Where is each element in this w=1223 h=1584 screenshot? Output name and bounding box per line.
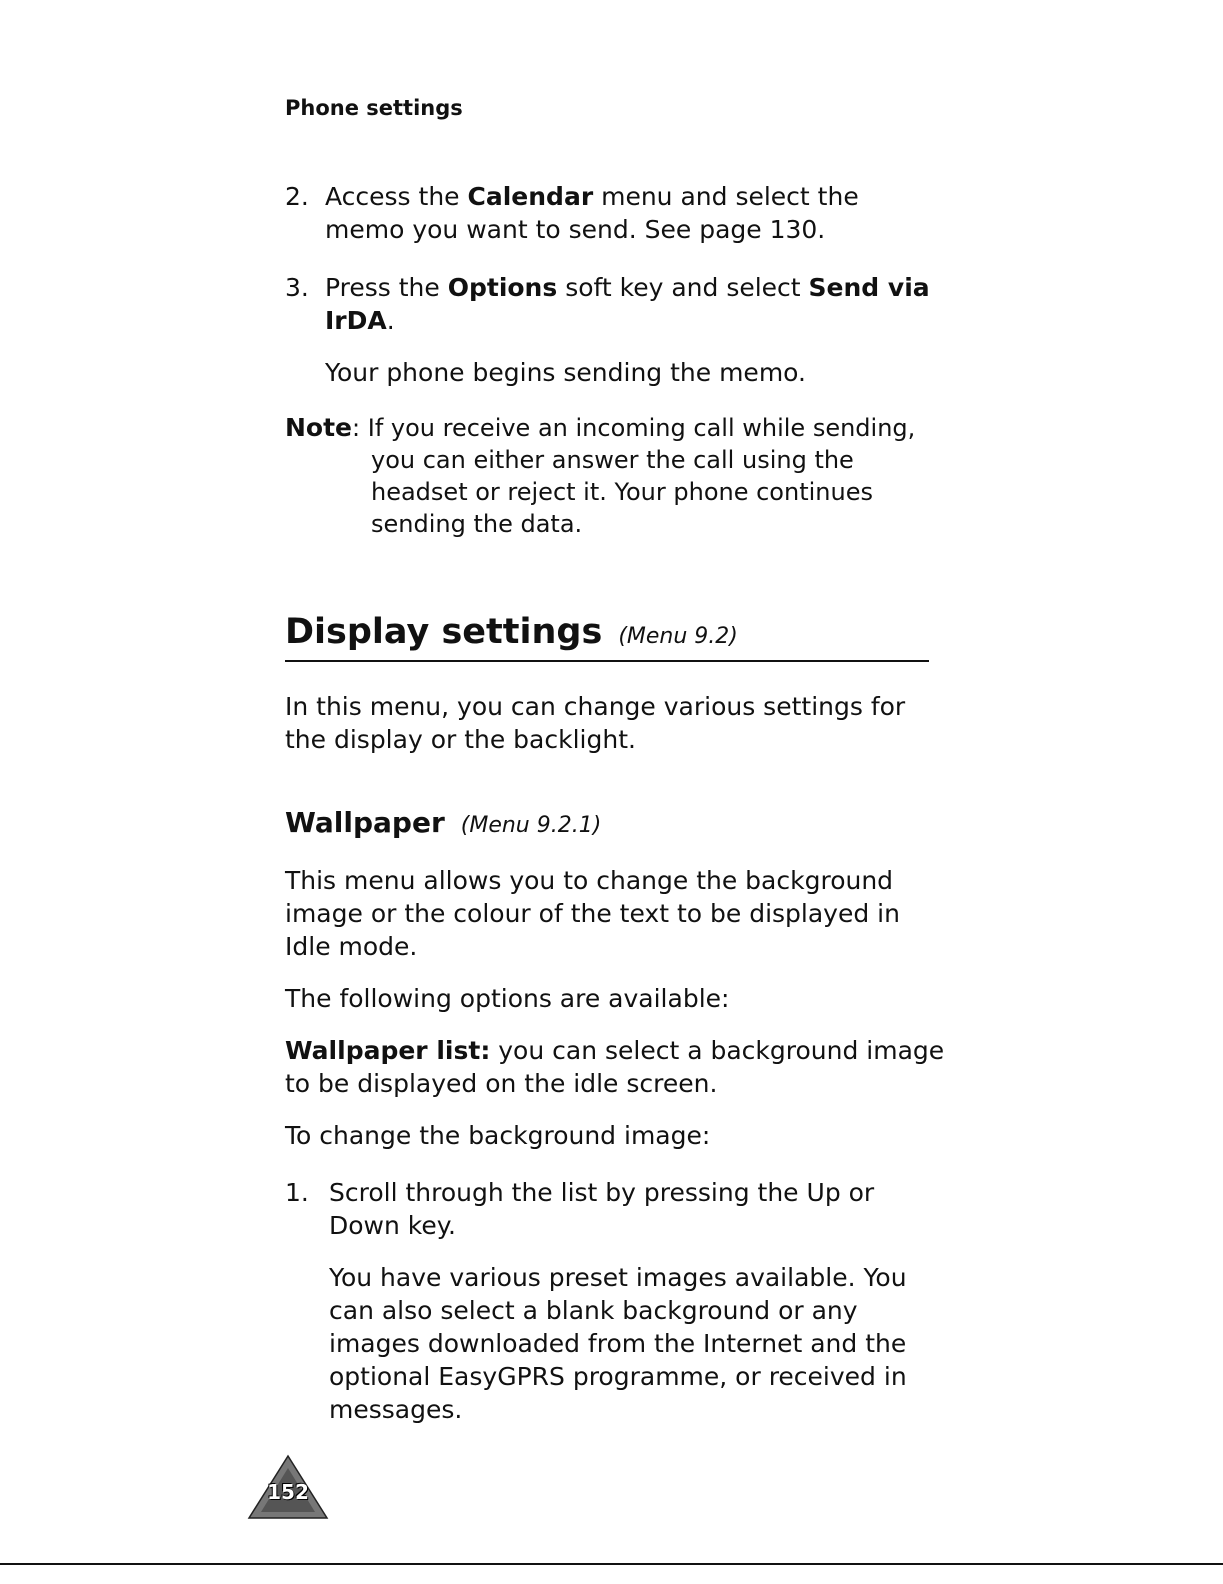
step-2 (285, 180, 945, 246)
note-block (285, 412, 945, 540)
result-text: Your phone begins sending the memo. (325, 358, 806, 387)
step-text: . (386, 306, 395, 335)
paragraph-line: image or the colour of the text to be displayed in (285, 899, 900, 928)
paragraph-line: images downloaded from the Internet and the (329, 1329, 907, 1358)
note-text: headset or reject it. Your phone continues (371, 478, 873, 506)
menu-term-calendar: Calendar (467, 182, 594, 211)
step-text: Scroll through the list by pressing the Up or (329, 1178, 875, 1207)
step-text: Press the (325, 273, 448, 302)
step-3-result (285, 356, 945, 389)
display-settings-intro (285, 690, 945, 756)
page-number: 152 (267, 1480, 309, 1504)
step-text: Access the (325, 182, 468, 211)
note-colon: : (352, 414, 361, 442)
step-number: 2. (285, 182, 309, 211)
menu-reference: (Menu 9.2.1) (460, 813, 602, 838)
menu-reference: (Menu 9.2) (618, 624, 738, 649)
option-text: to be displayed on the idle screen. (285, 1069, 718, 1098)
note-label: Note (285, 413, 353, 442)
paragraph-line: This menu allows you to change the background (285, 866, 894, 895)
step-text: memo you want to send. See page 130. (325, 215, 826, 244)
step-text: soft key and select (557, 273, 809, 302)
step-number: 3. (285, 273, 309, 302)
menu-term-options: Options (447, 273, 558, 302)
option-text: you can select a background image (490, 1036, 945, 1065)
step-text: Down key. (329, 1211, 456, 1240)
menu-term-send-via: Send via (808, 273, 930, 302)
note-text: you can either answer the call using the (371, 446, 854, 474)
step-3 (285, 271, 945, 337)
paragraph-line: the display or the backlight. (285, 725, 636, 754)
change-intro: To change the background image: (285, 1121, 711, 1150)
menu-term-irda: IrDA (325, 306, 387, 335)
paragraph-line: You have various preset images available. You (329, 1263, 907, 1292)
option-colon: : (480, 1036, 491, 1065)
note-text: If you receive an incoming call while sending, (360, 414, 916, 442)
paragraph-line: In this menu, you can change various settings for (285, 692, 906, 721)
wallpaper-description (285, 864, 945, 963)
running-header: Phone settings (285, 96, 463, 120)
note-text: sending the data. (371, 510, 583, 538)
paragraph-line: optional EasyGPRS programme, or received in (329, 1362, 907, 1391)
wallpaper-list-option (285, 1034, 945, 1100)
wallpaper-step-1 (285, 1176, 945, 1242)
paragraph-line: messages. (329, 1395, 463, 1424)
section-title: Display settings (285, 612, 603, 652)
step-text: menu and select the (593, 182, 859, 211)
bottom-border (0, 1563, 1223, 1565)
step-number: 1. (285, 1178, 309, 1207)
wallpaper-step-1-details (285, 1261, 945, 1426)
options-intro: The following options are available: (285, 984, 730, 1013)
subsection-heading-wallpaper (285, 806, 945, 842)
subsection-title: Wallpaper (285, 806, 445, 839)
section-heading-display-settings (285, 612, 929, 662)
paragraph-line: Idle mode. (285, 932, 418, 961)
paragraph-line: can also select a blank background or any (329, 1296, 858, 1325)
option-label: Wallpaper list (285, 1036, 481, 1065)
